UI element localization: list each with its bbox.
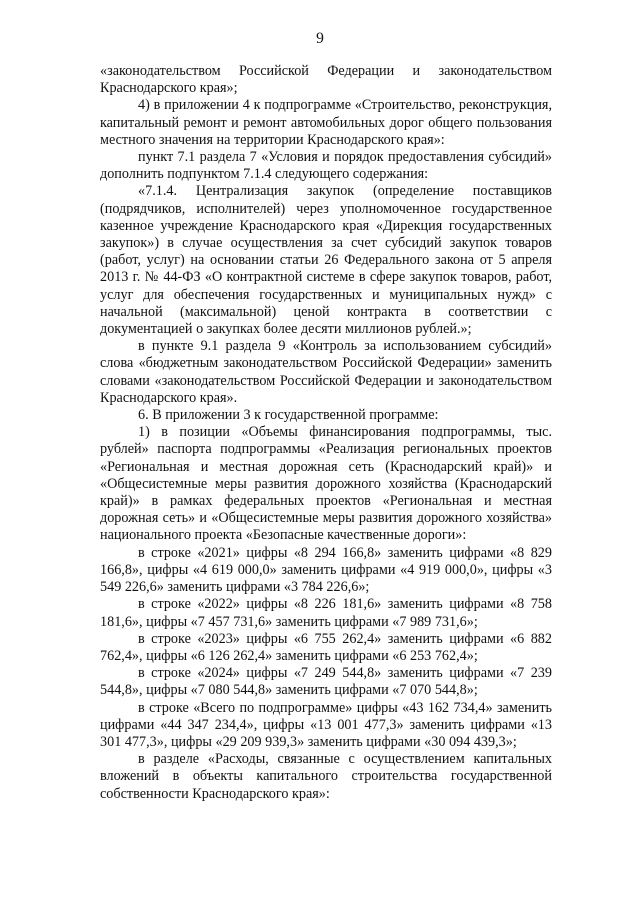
paragraph: «7.1.4. Централизация закупок (определение поставщиков (подрядчиков, исполнителей) через уполномоченное государственное казенное учреждение Краснодарского края «Дирекция государственных закупок») в случае осуществления за счет субсидий закупок товаров (работ, услуг) на основании статьи 26 Федерального закона от 5 апреля 2013 г. № 44-ФЗ «О контрактной системе в сфере закупок товаров, работ, услуг для обеспечения государственных и муниципальных нужд» с начальной (максимальной) ценой контракта в соответствии с документацией о закупках более десяти миллионов рублей.»; [100, 183, 552, 338]
paragraph: пункт 7.1 раздела 7 «Условия и порядок предоставления субсидий» дополнить подпунктом 7.1.4 следующего содержания: [100, 149, 552, 183]
paragraph: в строке «2021» цифры «8 294 166,8» заменить цифрами «8 829 166,8», цифры «4 619 000,0» заменить цифрами «4 919 000,0», цифры «3 549 226,6» заменить цифрами «3 784 226,6»; [100, 544, 552, 596]
paragraph: в строке «Всего по подпрограмме» цифры «43 162 734,4» заменить цифрами «44 347 234,4», цифры «13 001 477,3» заменить цифрами «13 301 477,3», цифры «29 209 939,3» заменить цифрами «30 094 439,3»; [100, 699, 552, 750]
document-body [100, 63, 552, 803]
paragraph: в разделе «Расходы, связанные с осуществлением капитальных вложений в объекты капитального строительства государственной собственности Краснодарского края»: [100, 751, 552, 802]
paragraph: в пункте 9.1 раздела 9 «Контроль за использованием субсидий» слова «бюджетным законодательством Российской Федерации» заменить словами «законодательством Российской Федерации и законодательством Краснодарского края». [100, 338, 552, 406]
paragraph: в строке «2022» цифры «8 226 181,6» заменить цифрами «8 758 181,6», цифры «7 457 731,6» заменить цифрами «7 989 731,6»; [100, 596, 552, 630]
page-number: 9 [316, 30, 324, 47]
paragraph: 4) в приложении 4 к подпрограмме «Строительство, реконструкция, капитальный ремонт и ремонт автомобильных дорог общего пользования местного значения на территории Краснодарского края»: [100, 97, 552, 148]
paragraph: 1) в позиции «Объемы финансирования подпрограммы, тыс. рублей» паспорта подпрограммы «Реализация региональных проектов «Региональная и местная дорожная сеть (Краснодарский край)» и «Общесистемные меры развития дорожного хозяйства (Краснодарский край)» в рамках федеральных проектов «Региональная и местная дорожная сеть» и «Общесистемные меры развития дорожного хозяйства» национального проекта «Безопасные качественные дороги»: [100, 424, 552, 544]
paragraph: в строке «2023» цифры «6 755 262,4» заменить цифрами «6 882 762,4», цифры «6 126 262,4» заменить цифрами «6 253 762,4»; [100, 630, 552, 664]
paragraph: «законодательством Российской Федерации и законодательством Краснодарского края»; [100, 63, 552, 97]
paragraph: в строке «2024» цифры «7 249 544,8» заменить цифрами «7 239 544,8», цифры «7 080 544,8» заменить цифрами «7 070 544,8»; [100, 665, 552, 699]
paragraph: 6. В приложении 3 к государственной программе: [138, 407, 439, 424]
